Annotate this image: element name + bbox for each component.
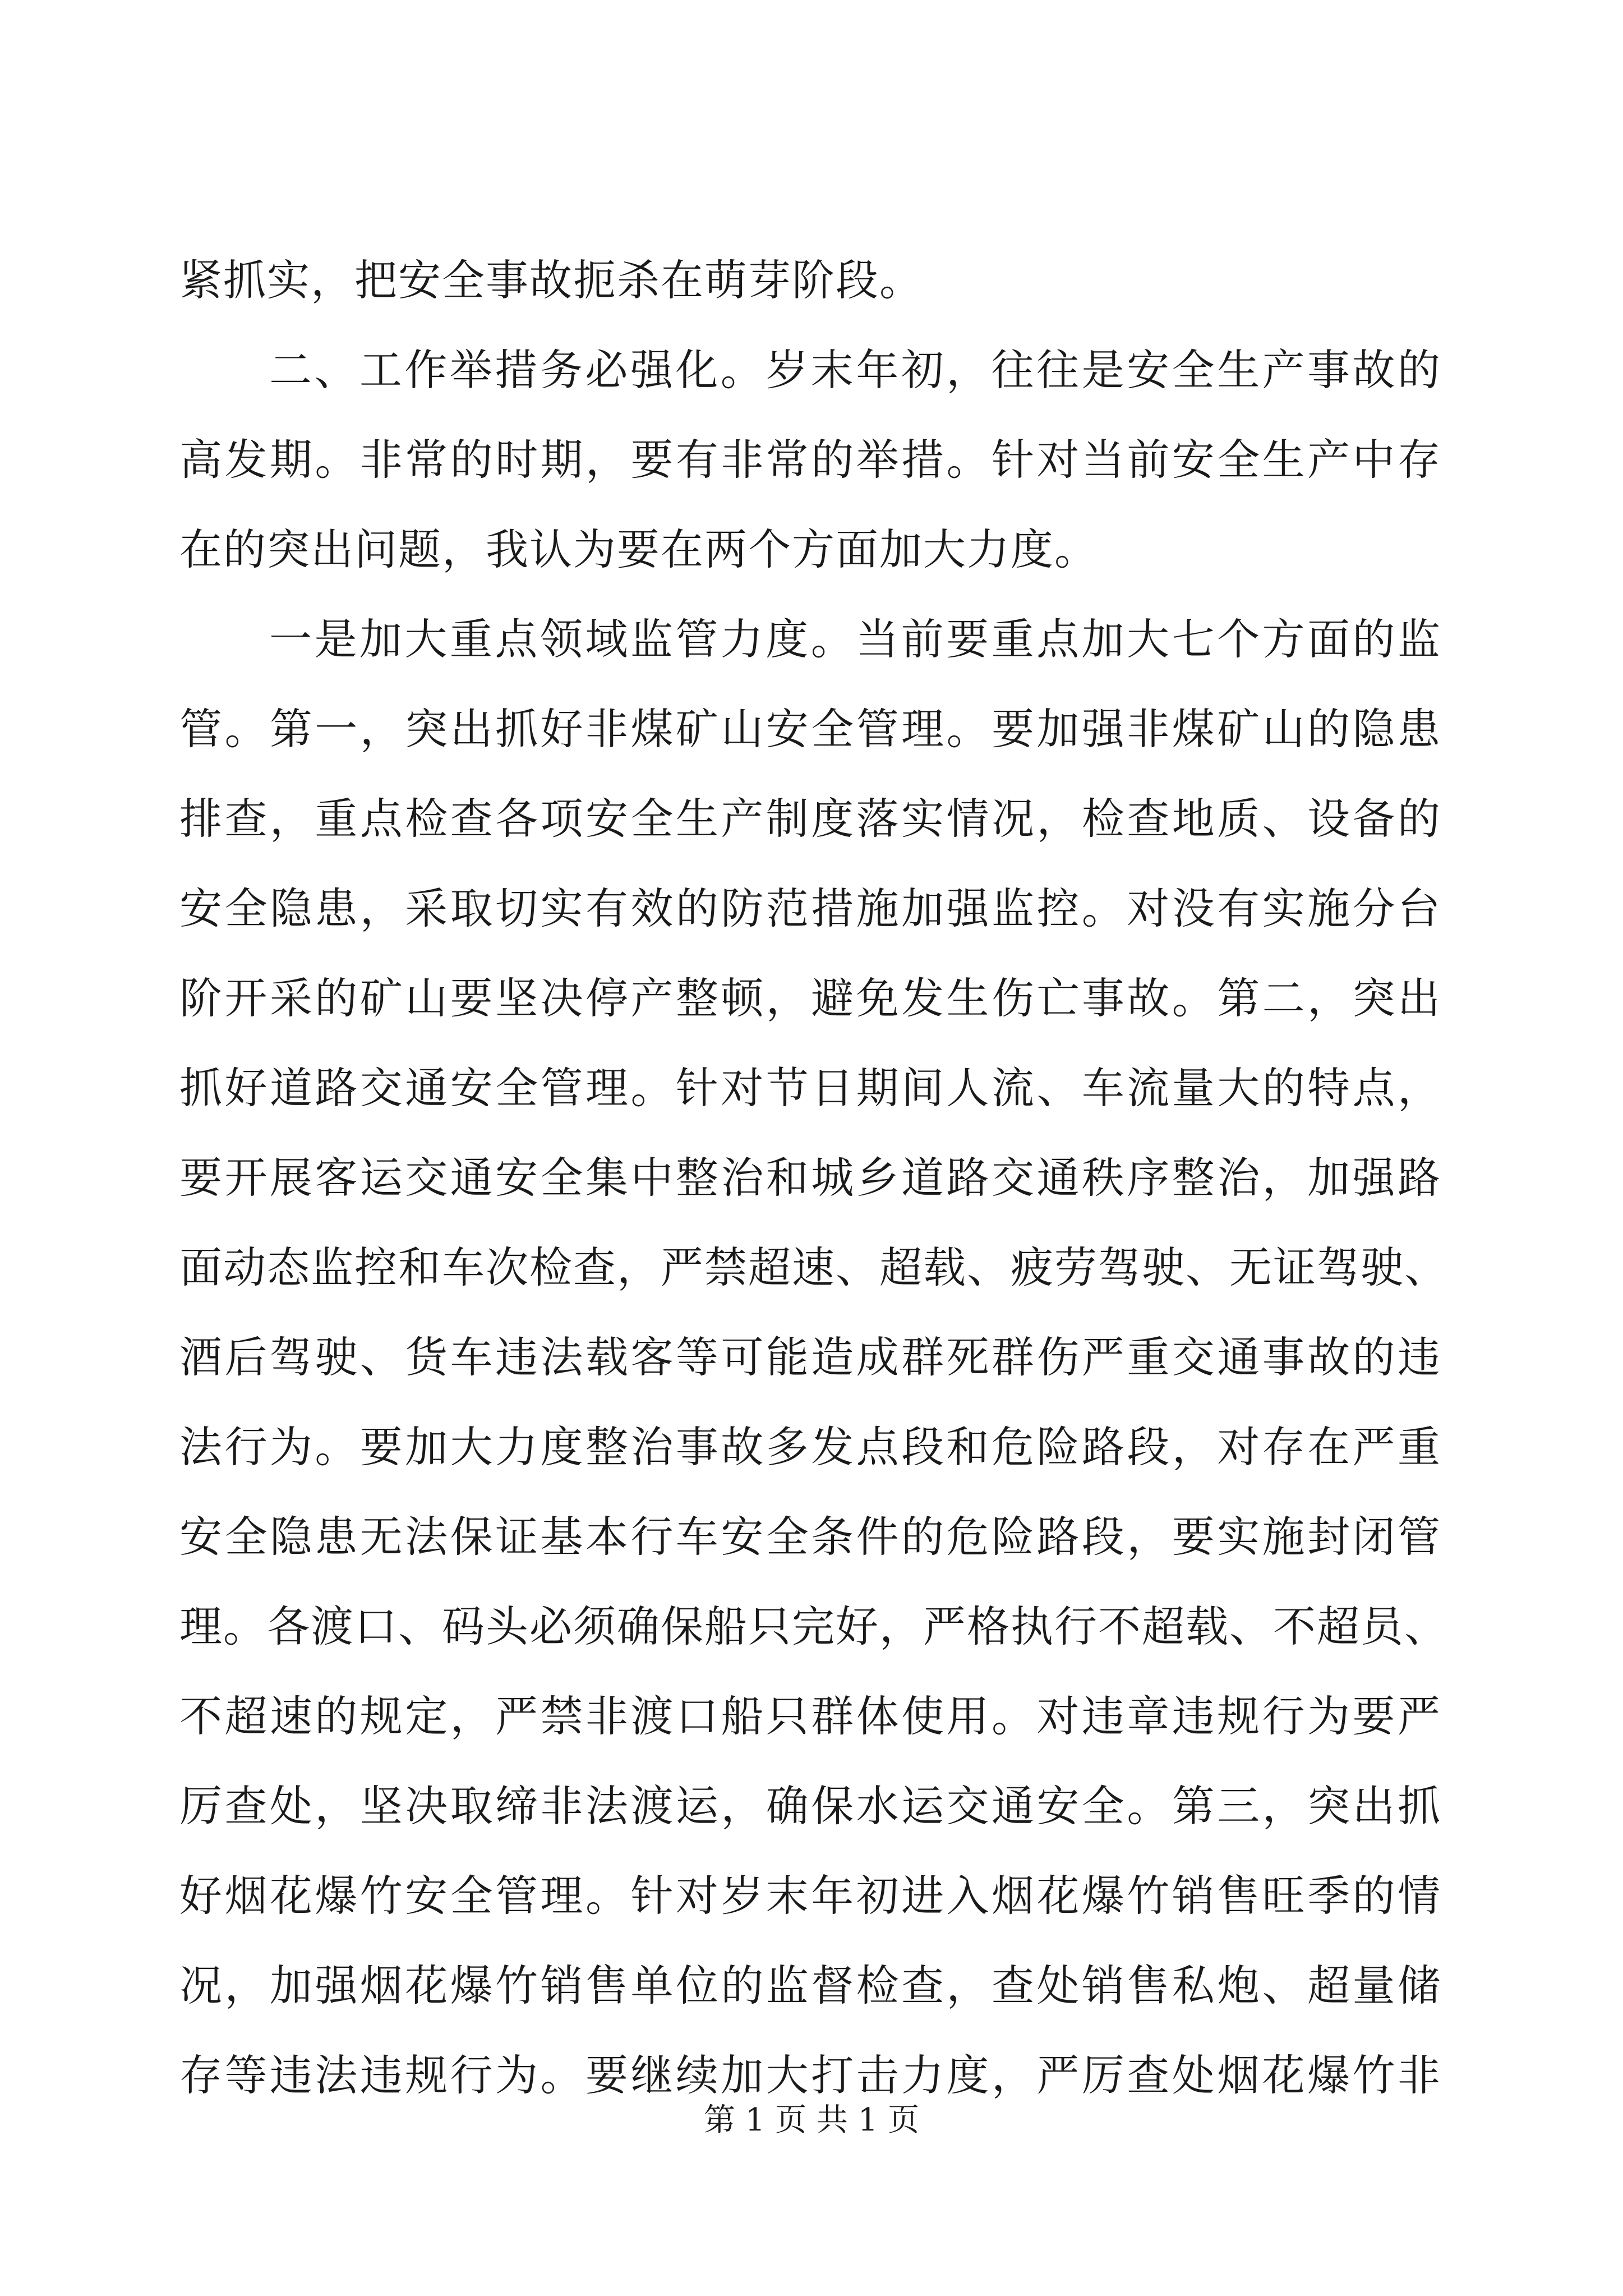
text-line: 阶开采的矿山要坚决停产整顿，避免发生伤亡事故。第二，突出 bbox=[179, 973, 1441, 1023]
text-line: 二、工作举措务必强化。岁末年初，往往是安全生产事故的 bbox=[269, 345, 1441, 395]
text-line: 酒后驾驶、货车违法载客等可能造成群死群伤严重交通事故的违 bbox=[179, 1332, 1441, 1382]
text-line: 理。各渡口、码头必须确保船只完好，严格执行不超载、不超员、 bbox=[179, 1602, 1448, 1651]
text-line: 法行为。要加大力度整治事故多发点段和危险路段，对存在严重 bbox=[179, 1422, 1441, 1472]
text-line: 管。第一，突出抓好非煤矿山安全管理。要加强非煤矿山的隐患 bbox=[179, 704, 1441, 754]
page-footer: 第 1 页 共 1 页 bbox=[703, 2102, 920, 2138]
text-line: 排查，重点检查各项安全生产制度落实情况，检查地质、设备的 bbox=[179, 794, 1441, 844]
text-line: 面动态监控和车次检查，严禁超速、超载、疲劳驾驶、无证驾驶、 bbox=[179, 1243, 1448, 1292]
text-line: 况，加强烟花爆竹销售单位的监督检查，查处销售私炮、超量储 bbox=[179, 1961, 1441, 2010]
text-line: 厉查处，坚决取缔非法渡运，确保水运交通安全。第三，突出抓 bbox=[179, 1781, 1441, 1831]
text-line: 好烟花爆竹安全管理。针对岁末年初进入烟花爆竹销售旺季的情 bbox=[179, 1871, 1441, 1921]
text-line: 在的突出问题，我认为要在两个方面加大力度。 bbox=[179, 524, 1098, 574]
text-line: 存等违法违规行为。要继续加大打击力度，严厉查处烟花爆竹非 bbox=[179, 2050, 1441, 2100]
text-line: 紧抓实，把安全事故扼杀在萌芽阶段。 bbox=[179, 255, 923, 305]
text-line: 抓好道路交通安全管理。针对节日期间人流、车流量大的特点， bbox=[179, 1063, 1441, 1113]
text-line: 高发期。非常的时期，要有非常的举措。针对当前安全生产中存 bbox=[179, 435, 1441, 485]
text-line: 安全隐患无法保证基本行车安全条件的危险路段，要实施封闭管 bbox=[179, 1512, 1441, 1562]
text-line: 一是加大重点领域监管力度。当前要重点加大七个方面的监 bbox=[269, 614, 1441, 664]
text-line: 不超速的规定，严禁非渡口船只群体使用。对违章违规行为要严 bbox=[179, 1691, 1441, 1741]
text-line: 要开展客运交通安全集中整治和城乡道路交通秩序整治，加强路 bbox=[179, 1153, 1441, 1203]
text-line: 安全隐患，采取切实有效的防范措施加强监控。对没有实施分台 bbox=[179, 884, 1441, 933]
